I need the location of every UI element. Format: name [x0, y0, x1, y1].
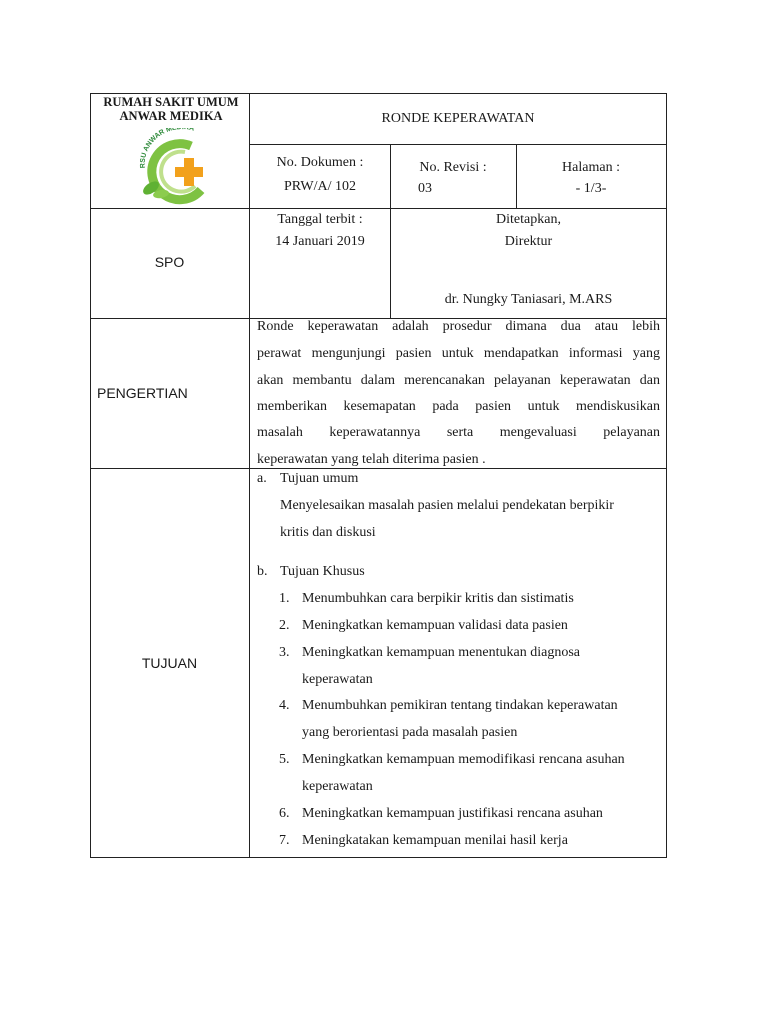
table-divider — [250, 144, 667, 145]
table-border-left — [90, 93, 91, 858]
tujuan-umum-title: Tujuan umum — [280, 471, 359, 486]
table-border-bottom — [90, 857, 667, 858]
hospital-name-line1: RUMAH SAKIT UMUM — [103, 95, 239, 109]
doc-number-value: PRW/A/ 102 — [284, 179, 356, 194]
list-item: Menumbuhkan pemikiran tentang tindakan keperawatan — [302, 698, 618, 713]
table-border-right — [666, 93, 667, 858]
table-divider — [249, 93, 250, 858]
list-item: Meningkatkan kemampuan memodifikasi rencana asuhan — [302, 752, 625, 767]
list-item: Meningkatkan kemampuan menentukan diagnosa — [302, 645, 580, 660]
list-item-number: 2. — [279, 618, 290, 633]
hospital-name — [92, 95, 250, 123]
pengertian-line: akan membantu dalam merencanakan pelayanan keperawatan dan — [257, 373, 660, 388]
tujuan-khusus-marker: b. — [257, 564, 268, 579]
page-label: Halaman : — [562, 160, 620, 175]
hospital-name-line2: ANWAR MEDIKA — [119, 109, 223, 123]
approved-label: Ditetapkan, — [496, 212, 561, 227]
tujuan-umum-marker: a. — [257, 471, 267, 486]
approver-name: dr. Nungky Taniasari, M.ARS — [444, 292, 613, 307]
tujuan-umum-text: kritis dan diskusi — [280, 525, 376, 540]
document-title: RONDE KEPERAWATAN — [381, 111, 535, 126]
list-item-number: 5. — [279, 752, 290, 767]
revision-label: No. Revisi : — [419, 160, 487, 175]
list-item-number: 3. — [279, 645, 290, 660]
page-value: - 1/3- — [575, 181, 607, 196]
table-border-top — [90, 93, 667, 94]
list-item-continuation: yang berorientasi pada masalah pasien — [302, 725, 518, 740]
revision-value: 03 — [418, 181, 432, 196]
issue-date-label: Tanggal terbit : — [277, 212, 363, 227]
pengertian-line: Ronde keperawatan adalah prosedur dimana dua atau lebih — [257, 319, 660, 334]
list-item: Menumbuhkan cara berpikir kritis dan sistimatis — [302, 591, 574, 606]
list-item: Meningkatkan kemampuan validasi data pasien — [302, 618, 568, 633]
issue-date: 14 Januari 2019 — [275, 234, 365, 249]
pengertian-line: perawat mengunjungi pasien untuk mendapatkan informasi yang — [257, 346, 660, 361]
pengertian-line: keperawatan yang telah diterima pasien . — [257, 452, 486, 467]
logo-text: RSU ANWAR ME A — [139, 128, 196, 169]
list-item: Meningkatkan kemampuan justifikasi rencana asuhan — [302, 806, 603, 821]
tujuan-umum-text: Menyelesaikan masalah pasien melalui pendekatan berpikir — [280, 498, 614, 513]
list-item: Meningkatakan kemampuan menilai hasil kerja — [302, 833, 568, 848]
hospital-logo — [133, 128, 225, 206]
approved-role: Direktur — [504, 234, 553, 249]
table-divider — [90, 208, 667, 209]
list-item-number: 7. — [279, 833, 290, 848]
doc-number-label: No. Dokumen : — [276, 155, 364, 170]
tujuan-label: TUJUAN — [141, 655, 198, 671]
list-item-number: 6. — [279, 806, 290, 821]
list-item-number: 1. — [279, 591, 290, 606]
pengertian-line: memberikan kesemapatan pada pasien untuk mendiskusikan — [257, 399, 660, 414]
pengertian-line: masalah keperawatannya serta mengevaluasi pelayanan — [257, 425, 660, 440]
list-item-number: 4. — [279, 698, 290, 713]
list-item-continuation: keperawatan — [302, 672, 373, 687]
spo-label: SPO — [154, 254, 185, 270]
tujuan-khusus-title: Tujuan Khusus — [280, 564, 365, 579]
list-item-continuation: keperawatan — [302, 779, 373, 794]
pengertian-label: PENGERTIAN — [97, 385, 188, 401]
